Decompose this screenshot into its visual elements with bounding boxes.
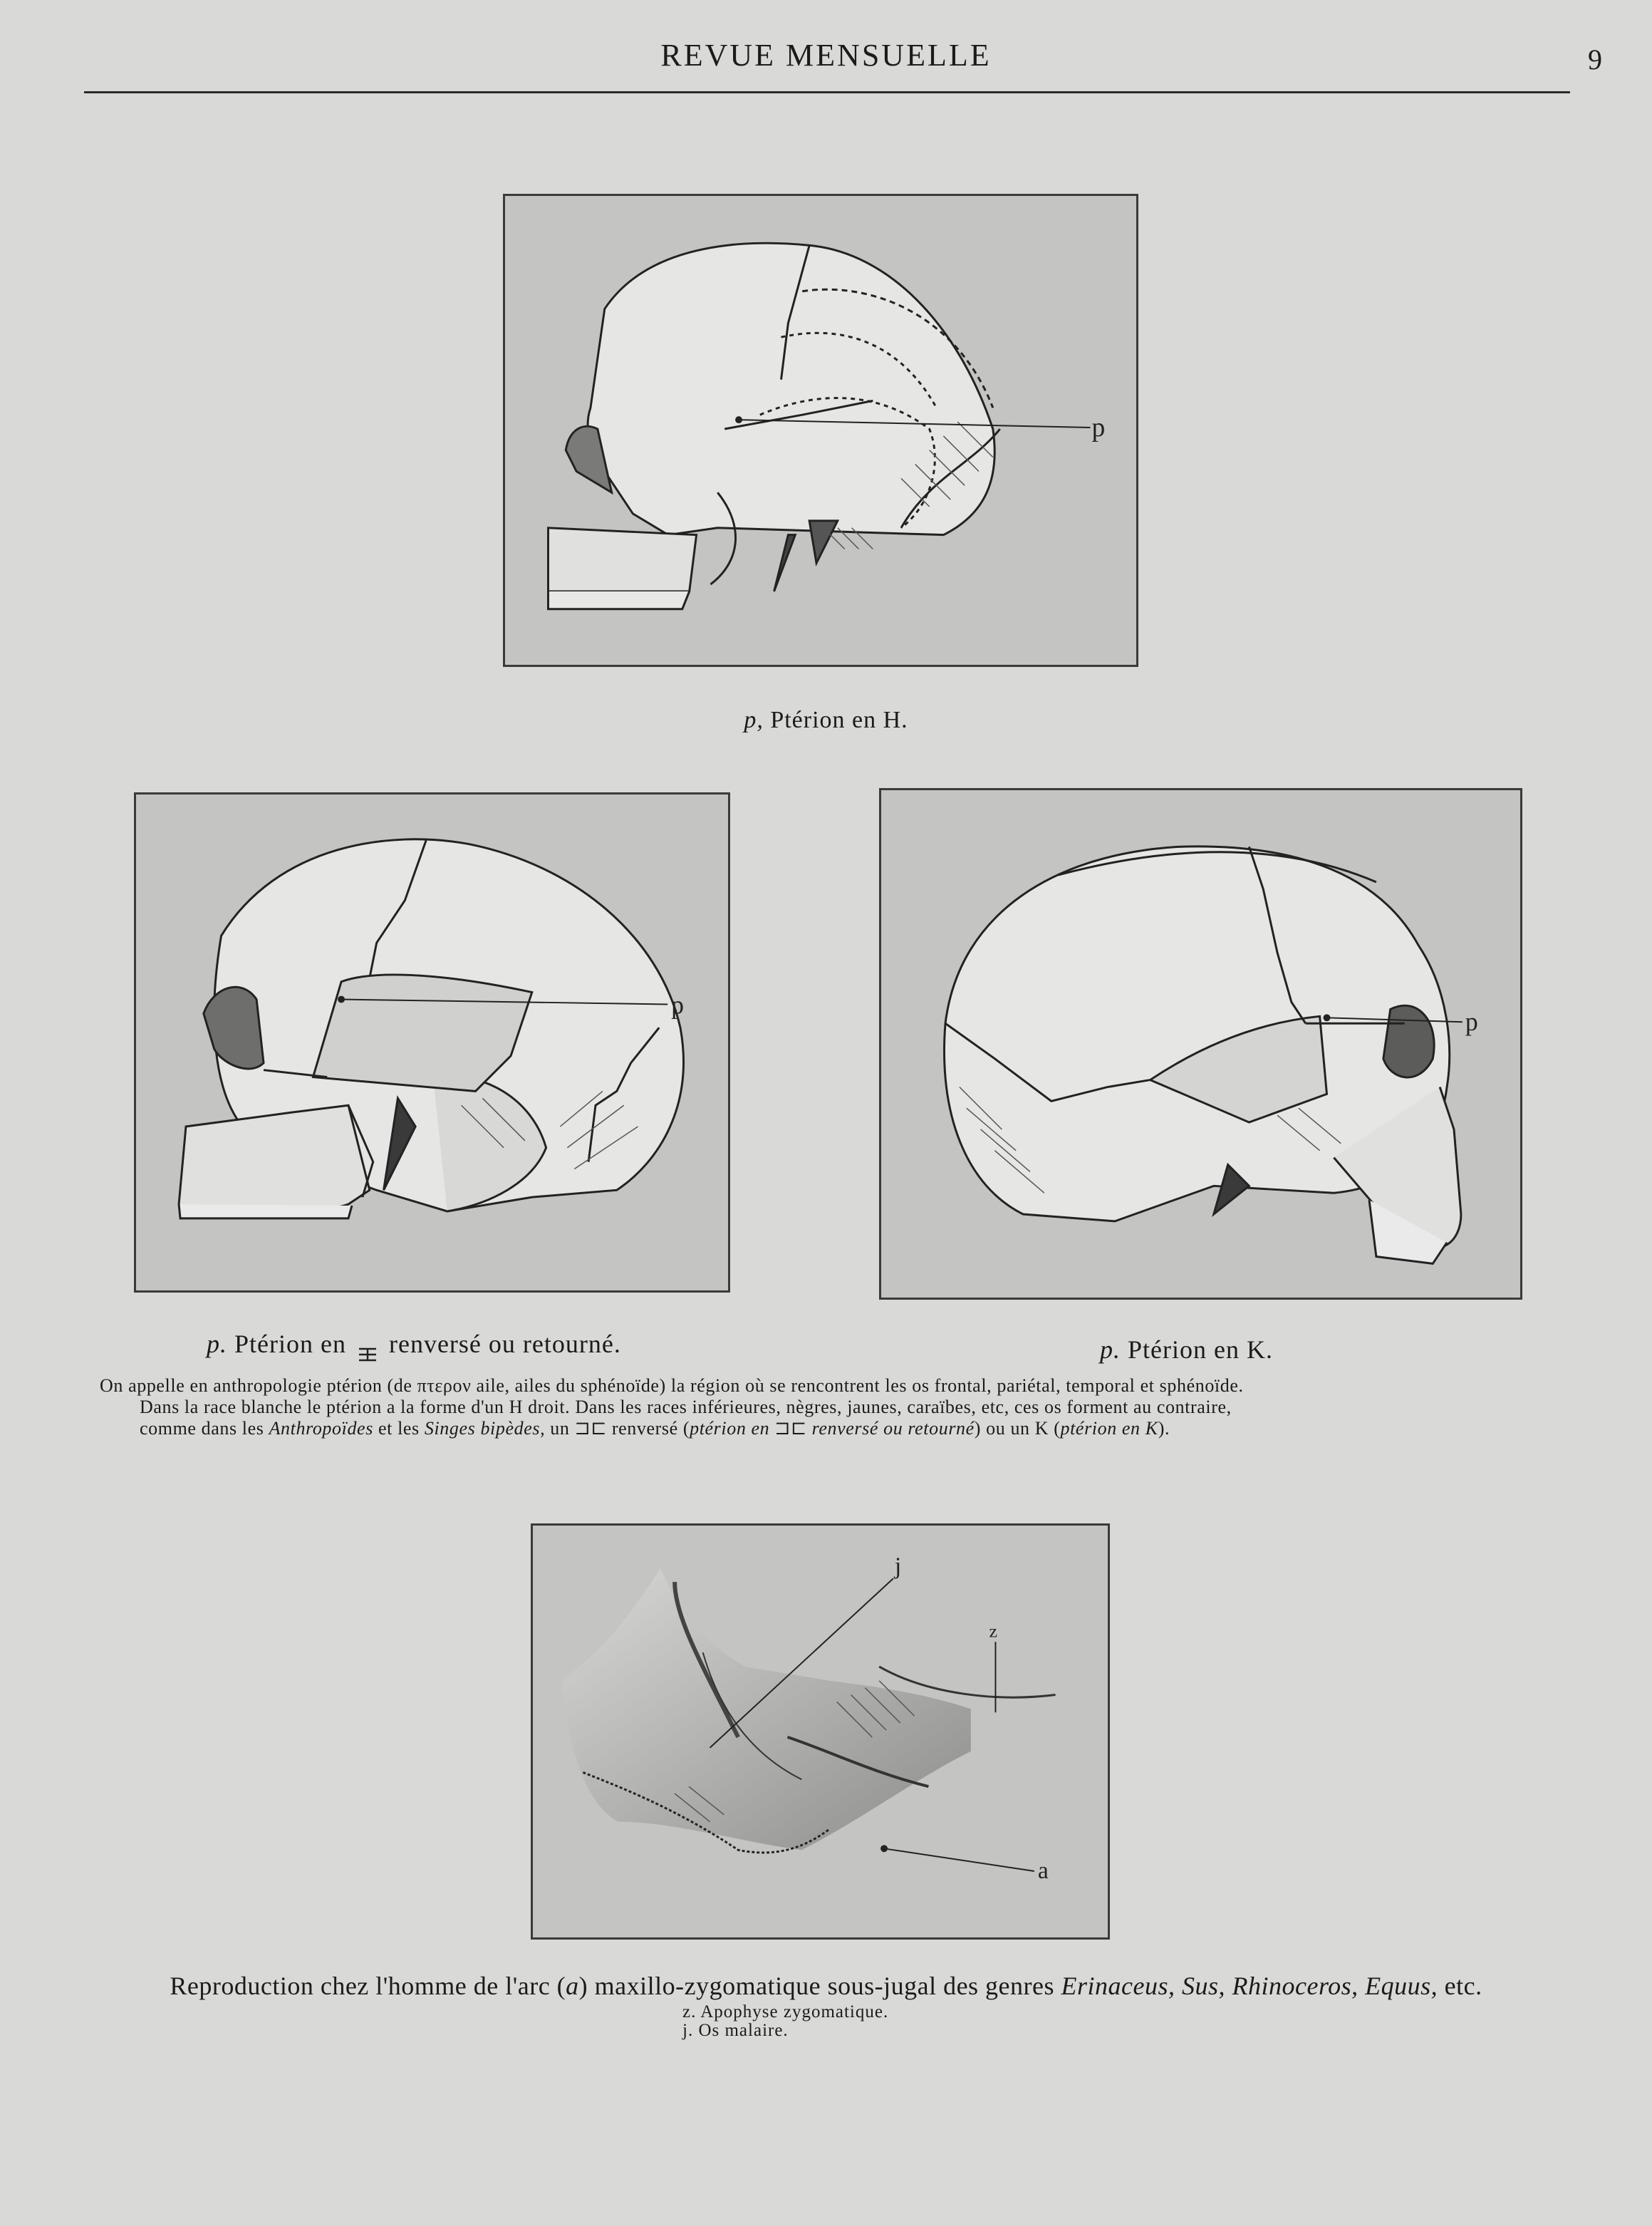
legend-j: j. Os malaire. <box>682 2021 789 2040</box>
label-p: p <box>1091 412 1106 442</box>
label-p: p <box>1465 1008 1478 1037</box>
caption-letter: p, <box>744 707 764 733</box>
caption-pterion-k <box>1100 1335 1273 1365</box>
text-run: un ⊐⊏ renversé ( <box>545 1418 690 1439</box>
skull-illustration-reverse <box>136 794 728 1290</box>
text-run-italic: Singes bipèdes, <box>424 1418 546 1439</box>
caption-genera: Erinaceus, Sus, Rhinoceros, Equus, <box>1061 1972 1438 2000</box>
text-run: ). <box>1158 1418 1170 1439</box>
text-run-italic: ptérion en K <box>1060 1418 1158 1439</box>
text-run: comme dans les <box>140 1418 269 1439</box>
legend-z: z. Apophyse zygomatique. <box>682 2002 889 2021</box>
figure-pterion-h <box>503 194 1138 667</box>
label-a: a <box>1037 1857 1049 1884</box>
figure-pterion-reverse <box>134 792 730 1293</box>
text-run-italic: ptérion en ⊐⊏ renversé ou retourné <box>690 1418 975 1439</box>
page-number: 9 <box>1588 43 1602 76</box>
figure-pterion-k <box>879 788 1522 1300</box>
figure-maxillo-zygomatic-arc <box>531 1523 1110 1940</box>
caption-pterion-reverse <box>207 1329 621 1359</box>
caption-letter: p. <box>1100 1335 1121 1364</box>
caption-text: Ptérion en K. <box>1128 1335 1273 1364</box>
caption-text-after: renversé ou retourné. <box>388 1330 621 1358</box>
paragraph-line-1: On appelle en anthropologie ptérion (de πτερον aile, ailes du sphénoïde) la région où se rencontrent les os frontal, pariétal, temporal et sphénoïde. <box>100 1375 1244 1396</box>
running-header: REVUE MENSUELLE <box>660 38 992 73</box>
caption-letter: a <box>566 1972 579 2000</box>
caption-text-before: Ptérion en <box>234 1330 346 1358</box>
caption-pterion-h <box>0 707 1652 734</box>
text-run: ) ou un K ( <box>974 1418 1061 1439</box>
text-run: et les <box>373 1418 425 1439</box>
skull-illustration-h <box>505 196 1136 665</box>
text-run-italic: Anthropoïdes <box>269 1418 373 1439</box>
header-rule <box>84 91 1570 93</box>
paragraph-line-3 <box>100 1418 1524 1439</box>
caption-text: Ptérion en H. <box>770 707 908 733</box>
skull-illustration-k <box>881 790 1520 1298</box>
caption-text: Reproduction chez l'homme de l'arc ( <box>170 1972 566 2000</box>
explanatory-paragraph <box>100 1375 1524 1439</box>
label-p: p <box>671 990 684 1020</box>
zygomatic-arc-illustration <box>533 1526 1108 1937</box>
caption-text: ) maxillo-zygomatique sous-jugal des genres <box>578 1972 1061 2000</box>
label-j: j <box>894 1553 902 1580</box>
paragraph-line-2: Dans la race blanche le ptérion a la forme d'un H droit. Dans les races inférieures, nègres, jaunes, caraïbes, etc, ces os forment au contraire, <box>140 1397 1232 1417</box>
caption-letter: p. <box>207 1330 227 1358</box>
label-z: z <box>989 1620 997 1642</box>
caption-maxillo-zygomatic-arc <box>0 1971 1652 2001</box>
pterion-glyph-icon <box>358 1339 378 1355</box>
caption-text: etc. <box>1438 1972 1482 2000</box>
